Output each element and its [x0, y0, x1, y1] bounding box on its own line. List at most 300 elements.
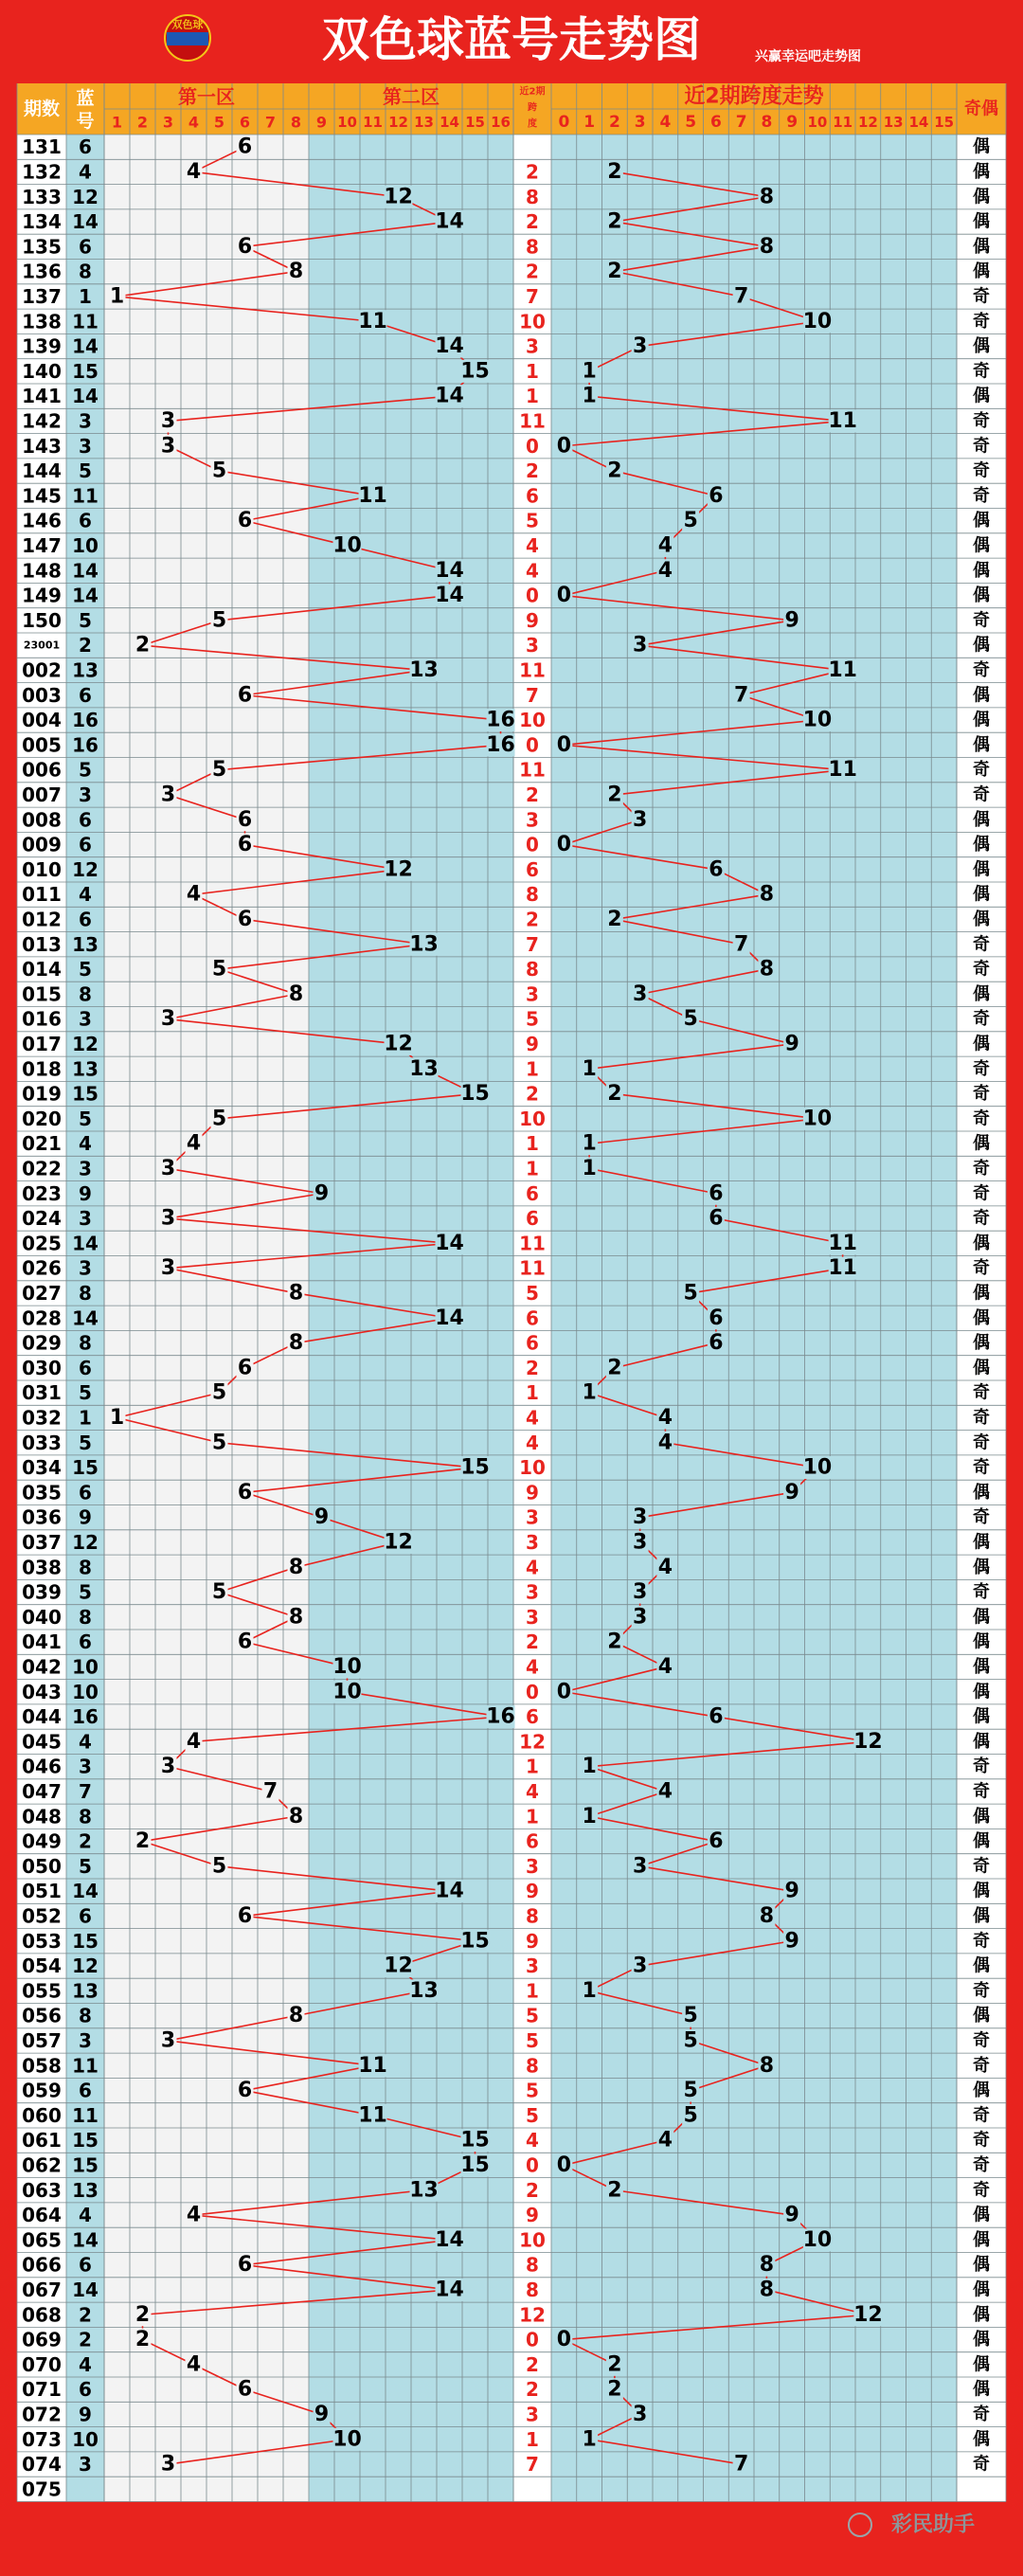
span-point: 6 — [709, 483, 724, 508]
parity-value: 偶 — [973, 2255, 990, 2276]
header-number-tick: 3 — [162, 113, 174, 132]
issue-label: 045 — [22, 1730, 62, 1754]
blue-number: 8 — [79, 1605, 92, 1629]
blue-number: 8 — [79, 1331, 92, 1355]
blue-point: 3 — [160, 2452, 176, 2477]
span-value: 3 — [526, 1955, 539, 1978]
blue-point: 16 — [486, 732, 515, 757]
parity-value: 奇 — [973, 286, 990, 307]
blue-point: 4 — [186, 882, 202, 907]
parity-value: 奇 — [973, 436, 990, 457]
blue-point: 6 — [237, 807, 253, 832]
blue-number: 8 — [79, 260, 92, 283]
blue-point: 15 — [460, 359, 490, 384]
blue-number: 8 — [79, 982, 92, 1006]
blue-point: 6 — [237, 1630, 253, 1654]
span-value: 6 — [526, 1306, 539, 1330]
header-span-tick: 6 — [709, 113, 722, 132]
blue-number: 14 — [72, 2278, 99, 2301]
blue-point: 7 — [262, 1779, 278, 1804]
span-value: 1 — [526, 385, 539, 408]
span-value: 10 — [519, 310, 546, 333]
blue-number: 6 — [79, 808, 92, 832]
span-value: 0 — [526, 2328, 539, 2351]
blue-number: 13 — [72, 2178, 99, 2202]
span-value: 6 — [526, 857, 539, 881]
issue-label: 063 — [22, 2178, 62, 2202]
issue-label: 143 — [22, 434, 62, 458]
header-number-tick: 7 — [264, 113, 277, 132]
parity-value: 偶 — [973, 161, 990, 182]
span-point: 2 — [607, 209, 622, 234]
header-span-tick: 5 — [685, 113, 697, 132]
issue-label: 136 — [22, 260, 62, 283]
issue-label: 072 — [22, 2403, 62, 2426]
issue-label: 074 — [22, 2453, 62, 2477]
issue-label: 141 — [22, 385, 62, 408]
span-point: 6 — [709, 1306, 724, 1330]
span-value: 7 — [526, 284, 539, 308]
issue-label: 038 — [22, 1556, 62, 1579]
parity-value: 偶 — [973, 1656, 990, 1677]
header-span-tick: 7 — [735, 113, 747, 132]
issue-label: 029 — [22, 1331, 62, 1355]
issue-label: 148 — [22, 559, 62, 583]
parity-value: 奇 — [973, 2454, 990, 2475]
issue-label: 066 — [22, 2253, 62, 2277]
span-point: 5 — [683, 2103, 698, 2128]
parity-value: 奇 — [973, 1980, 990, 2001]
blue-number: 5 — [79, 1381, 92, 1405]
span-value: 7 — [526, 683, 539, 707]
header-issue: 期数 — [23, 99, 61, 119]
span-point: 11 — [828, 758, 857, 783]
span-value: 3 — [526, 2403, 539, 2426]
span-point: 9 — [784, 1480, 799, 1504]
blue-number: 5 — [79, 1580, 92, 1604]
span-point: 2 — [607, 1630, 622, 1654]
blue-number: 15 — [72, 2153, 99, 2177]
blue-number: 3 — [79, 1157, 92, 1180]
parity-value: 偶 — [973, 1806, 990, 1827]
span-point: 4 — [657, 533, 673, 558]
issue-label: 134 — [22, 210, 62, 234]
parity-value: 偶 — [973, 1706, 990, 1727]
blue-number: 16 — [72, 709, 99, 732]
span-value: 6 — [526, 1829, 539, 1853]
blue-number: 9 — [79, 1181, 92, 1205]
span-point: 7 — [733, 284, 749, 309]
blue-number: 11 — [72, 310, 99, 333]
blue-point: 4 — [186, 1729, 202, 1754]
parity-value: 奇 — [973, 2105, 990, 2126]
blue-point: 8 — [288, 982, 304, 1006]
span-point: 5 — [683, 1281, 698, 1306]
span-value: 12 — [519, 1730, 546, 1754]
issue-label: 005 — [22, 733, 62, 757]
span-value: 2 — [526, 260, 539, 283]
span-value: 0 — [526, 833, 539, 856]
span-point: 9 — [784, 1879, 799, 1903]
blue-number: 14 — [72, 584, 99, 607]
span-value: 7 — [526, 932, 539, 956]
blue-point: 3 — [160, 408, 176, 433]
header-number-tick: 10 — [337, 114, 357, 131]
span-point: 9 — [784, 1032, 799, 1056]
blue-number: 8 — [79, 1805, 92, 1828]
span-value: 2 — [526, 210, 539, 234]
parity-value: 偶 — [973, 1133, 990, 1154]
header-number-tick: 12 — [388, 114, 408, 131]
span-point: 9 — [784, 608, 799, 633]
blue-point: 15 — [460, 2153, 490, 2177]
parity-value: 偶 — [973, 1034, 990, 1054]
blue-point: 13 — [409, 2178, 439, 2203]
blue-number: 12 — [72, 1955, 99, 1978]
issue-label: 021 — [22, 1132, 62, 1156]
issue-label: 140 — [22, 359, 62, 383]
blue-point: 9 — [314, 2402, 330, 2426]
blue-number: 2 — [79, 2303, 92, 2327]
blue-point: 4 — [186, 2203, 202, 2227]
parity-value: 奇 — [973, 1108, 990, 1129]
span-value: 3 — [526, 1605, 539, 1629]
parity-value: 奇 — [973, 2030, 990, 2051]
parity-value: 奇 — [973, 1009, 990, 1030]
span-value: 4 — [526, 1556, 539, 1579]
issue-label: 145 — [22, 484, 62, 508]
header-span-tick: 8 — [761, 113, 773, 132]
issue-label: 008 — [22, 808, 62, 832]
issue-label: 051 — [22, 1880, 62, 1903]
header-number-tick: 6 — [239, 113, 251, 132]
blue-number: 10 — [72, 1680, 99, 1703]
parity-value: 偶 — [973, 386, 990, 406]
span-value: 8 — [526, 958, 539, 982]
header-number-tick: 5 — [213, 113, 225, 132]
span-point: 5 — [683, 2004, 698, 2028]
span-value: 2 — [526, 1082, 539, 1106]
span-value: 0 — [526, 584, 539, 607]
issue-label: 149 — [22, 584, 62, 607]
blue-number: 4 — [79, 2352, 92, 2376]
span-point: 1 — [582, 1056, 597, 1081]
parity-value: 偶 — [973, 211, 990, 232]
span-value: 5 — [526, 2004, 539, 2027]
parity-value: 偶 — [973, 2354, 990, 2375]
parity-value: 奇 — [973, 1084, 990, 1105]
blue-number: 14 — [72, 210, 99, 234]
blue-number: 14 — [72, 1880, 99, 1903]
parity-value: 偶 — [973, 187, 990, 207]
span-value: 5 — [526, 2079, 539, 2102]
parity-value: 奇 — [973, 1432, 990, 1453]
parity-value: 偶 — [973, 1607, 990, 1628]
span-point: 3 — [632, 1954, 648, 1978]
span-point: 8 — [759, 2053, 775, 2078]
span-point: 3 — [632, 1605, 648, 1630]
parity-value: 偶 — [973, 734, 990, 755]
blue-number: 1 — [79, 284, 92, 308]
span-value: 3 — [526, 1505, 539, 1529]
span-value: 4 — [526, 1779, 539, 1803]
span-value: 5 — [526, 1007, 539, 1031]
span-value: 10 — [519, 709, 546, 732]
issue-label: 032 — [22, 1406, 62, 1430]
blue-number: 4 — [79, 1730, 92, 1754]
blue-number: 14 — [72, 2228, 99, 2252]
parity-value: 偶 — [973, 2229, 990, 2250]
blue-point: 12 — [384, 857, 413, 882]
blue-number: 10 — [72, 1655, 99, 1679]
issue-label: 013 — [22, 932, 62, 956]
issue-label: 23001 — [23, 639, 61, 652]
issue-label: 003 — [22, 683, 62, 707]
header-zone1: 第一区 — [178, 85, 235, 108]
parity-value: 奇 — [973, 1507, 990, 1528]
blue-number: 9 — [79, 2403, 92, 2426]
blue-point: 15 — [460, 2128, 490, 2153]
parity-value: 偶 — [973, 809, 990, 830]
parity-value: 奇 — [973, 1208, 990, 1229]
parity-value: 偶 — [973, 511, 990, 531]
header-span-tick: 3 — [634, 113, 646, 132]
span-value: 3 — [526, 1530, 539, 1554]
blue-point: 11 — [358, 483, 387, 508]
blue-number: 3 — [79, 1207, 92, 1231]
issue-label: 061 — [22, 2129, 62, 2153]
blue-number: 12 — [72, 857, 99, 881]
parity-value: 偶 — [973, 2279, 990, 2300]
blue-point: 13 — [409, 1978, 439, 2003]
span-point: 4 — [657, 1405, 673, 1430]
span-value: 11 — [519, 1232, 546, 1255]
span-value: 8 — [526, 883, 539, 907]
blue-point: 5 — [211, 1854, 227, 1879]
span-point: 1 — [582, 1131, 597, 1156]
blue-point: 6 — [237, 234, 253, 259]
header-span-tick: 4 — [659, 113, 672, 132]
issue-label: 070 — [22, 2352, 62, 2376]
span-value: 11 — [519, 409, 546, 433]
blue-number: 3 — [79, 409, 92, 433]
span-value: 3 — [526, 1854, 539, 1878]
issue-label: 054 — [22, 1955, 62, 1978]
span-point: 0 — [556, 1680, 572, 1704]
span-point: 4 — [657, 1779, 673, 1804]
blue-number: 6 — [79, 1481, 92, 1504]
blue-number: 6 — [79, 509, 92, 532]
issue-label: 006 — [22, 758, 62, 782]
parity-value: 偶 — [973, 336, 990, 357]
header-span-col: 跨 — [528, 102, 537, 114]
span-point: 0 — [556, 833, 572, 857]
span-value: 1 — [526, 359, 539, 383]
span-value: 3 — [526, 334, 539, 358]
span-point: 2 — [607, 2352, 622, 2377]
span-value: 0 — [526, 2153, 539, 2177]
span-value: 2 — [526, 783, 539, 806]
span-point: 2 — [607, 260, 622, 284]
header-parity: 奇偶 — [964, 99, 998, 119]
blue-number: 6 — [79, 683, 92, 707]
parity-value: 偶 — [973, 535, 990, 556]
blue-point: 8 — [288, 260, 304, 284]
span-value: 7 — [526, 2453, 539, 2477]
span-value: 5 — [526, 2103, 539, 2127]
span-value: 1 — [526, 1132, 539, 1156]
issue-label: 004 — [22, 709, 62, 732]
span-value: 2 — [526, 2352, 539, 2376]
parity-value: 偶 — [973, 859, 990, 880]
span-point: 3 — [632, 1580, 648, 1605]
span-point: 1 — [582, 384, 597, 408]
blue-number: 4 — [79, 2204, 92, 2227]
parity-value: 偶 — [973, 1233, 990, 1253]
span-point: 1 — [582, 2427, 597, 2452]
span-value: 8 — [526, 235, 539, 259]
span-value: 5 — [526, 1281, 539, 1305]
issue-label: 012 — [22, 908, 62, 931]
blue-number: 6 — [79, 1904, 92, 1928]
blue-number: 12 — [72, 1032, 99, 1055]
blue-point: 8 — [288, 2004, 304, 2028]
parity-value: 奇 — [973, 1931, 990, 1952]
parity-value: 偶 — [973, 585, 990, 606]
span-point: 0 — [556, 434, 572, 459]
parity-value: 奇 — [973, 1856, 990, 1877]
blue-number: 1 — [79, 1406, 92, 1430]
blue-number: 6 — [79, 1630, 92, 1654]
issue-label: 073 — [22, 2427, 62, 2451]
span-point: 4 — [657, 2128, 673, 2153]
blue-point: 4 — [186, 159, 202, 184]
parity-value: 偶 — [973, 2330, 990, 2351]
header-span-tick: 13 — [883, 114, 904, 131]
blue-number: 3 — [79, 783, 92, 806]
blue-point: 6 — [237, 1480, 253, 1504]
issue-label: 133 — [22, 185, 62, 208]
blue-point: 1 — [109, 284, 125, 309]
span-point: 10 — [802, 1455, 833, 1480]
blue-point: 14 — [435, 584, 464, 608]
blue-point: 13 — [409, 1056, 439, 1081]
span-point: 6 — [709, 857, 724, 882]
page-title: 双色球蓝号走势图 — [322, 12, 701, 67]
span-point: 2 — [607, 2377, 622, 2402]
span-value: 4 — [526, 1406, 539, 1430]
parity-value: 偶 — [973, 1631, 990, 1652]
parity-value: 奇 — [973, 1158, 990, 1179]
header-blue: 号 — [76, 111, 95, 132]
span-point: 10 — [802, 2227, 833, 2252]
parity-value: 偶 — [973, 1307, 990, 1328]
blue-point: 16 — [486, 708, 515, 732]
blue-point: 3 — [160, 434, 176, 459]
blue-number: 15 — [72, 1456, 99, 1480]
page-subtitle: 兴赢幸运吧走势图 — [755, 49, 861, 64]
issue-label: 020 — [22, 1107, 62, 1130]
span-point: 6 — [709, 1181, 724, 1206]
span-point: 4 — [657, 558, 673, 583]
blue-point: 8 — [288, 1605, 304, 1630]
header-zone2: 第二区 — [383, 85, 440, 108]
blue-number: 15 — [72, 359, 99, 383]
span-point: 8 — [759, 2253, 775, 2278]
header-span-tick: 2 — [608, 113, 620, 132]
span-point: 7 — [733, 2452, 749, 2477]
span-point: 3 — [632, 807, 648, 832]
issue-label: 018 — [22, 1057, 62, 1081]
issue-label: 147 — [22, 533, 62, 557]
issue-label: 053 — [22, 1929, 62, 1953]
span-value: 1 — [526, 1755, 539, 1778]
issue-label: 069 — [22, 2328, 62, 2351]
parity-value: 偶 — [973, 1482, 990, 1503]
parity-value: 奇 — [973, 1781, 990, 1802]
issue-label: 031 — [22, 1381, 62, 1405]
span-point: 7 — [733, 683, 749, 708]
blue-number: 14 — [72, 334, 99, 358]
issue-label: 064 — [22, 2204, 62, 2227]
span-point: 3 — [632, 1530, 648, 1555]
span-point: 3 — [632, 982, 648, 1006]
issue-label: 150 — [22, 608, 62, 632]
span-point: 0 — [556, 2328, 572, 2352]
span-point: 3 — [632, 633, 648, 658]
parity-value: 奇 — [973, 1183, 990, 1204]
parity-value: 奇 — [973, 2130, 990, 2151]
blue-point: 15 — [460, 1455, 490, 1480]
issue-label: 022 — [22, 1157, 62, 1180]
parity-value: 偶 — [973, 1283, 990, 1304]
span-value: 6 — [526, 484, 539, 508]
blue-point: 11 — [358, 2053, 387, 2078]
blue-number: 6 — [79, 135, 92, 159]
blue-point: 6 — [237, 907, 253, 931]
blue-number: 15 — [72, 2129, 99, 2153]
parity-value: 奇 — [973, 311, 990, 332]
issue-label: 055 — [22, 1979, 62, 2003]
issue-label: 131 — [22, 135, 62, 159]
blue-point: 3 — [160, 1755, 176, 1779]
parity-value: 偶 — [973, 2429, 990, 2450]
blue-point: 8 — [288, 1804, 304, 1828]
issue-label: 016 — [22, 1007, 62, 1031]
parity-value: 奇 — [973, 361, 990, 382]
header-number-tick: 1 — [111, 113, 123, 132]
blue-point: 8 — [288, 1555, 304, 1579]
parity-value: 奇 — [973, 934, 990, 955]
parity-value: 奇 — [973, 410, 990, 431]
span-point: 7 — [733, 932, 749, 957]
parity-value: 偶 — [973, 1731, 990, 1752]
blue-point: 15 — [460, 1082, 490, 1107]
parity-value: 偶 — [973, 1532, 990, 1553]
span-value: 8 — [526, 185, 539, 208]
span-value: 8 — [526, 2253, 539, 2277]
blue-number: 3 — [79, 1256, 92, 1280]
span-value: 2 — [526, 2378, 539, 2402]
blue-point: 5 — [211, 957, 227, 982]
parity-value: 奇 — [973, 460, 990, 481]
blue-point: 14 — [435, 1231, 464, 1255]
header-number-tick: 11 — [363, 114, 383, 131]
watermark: 彩民助手 — [890, 2513, 976, 2537]
header-span-tick: 15 — [934, 114, 955, 131]
blue-point: 11 — [358, 309, 387, 333]
blue-number: 14 — [72, 1232, 99, 1255]
